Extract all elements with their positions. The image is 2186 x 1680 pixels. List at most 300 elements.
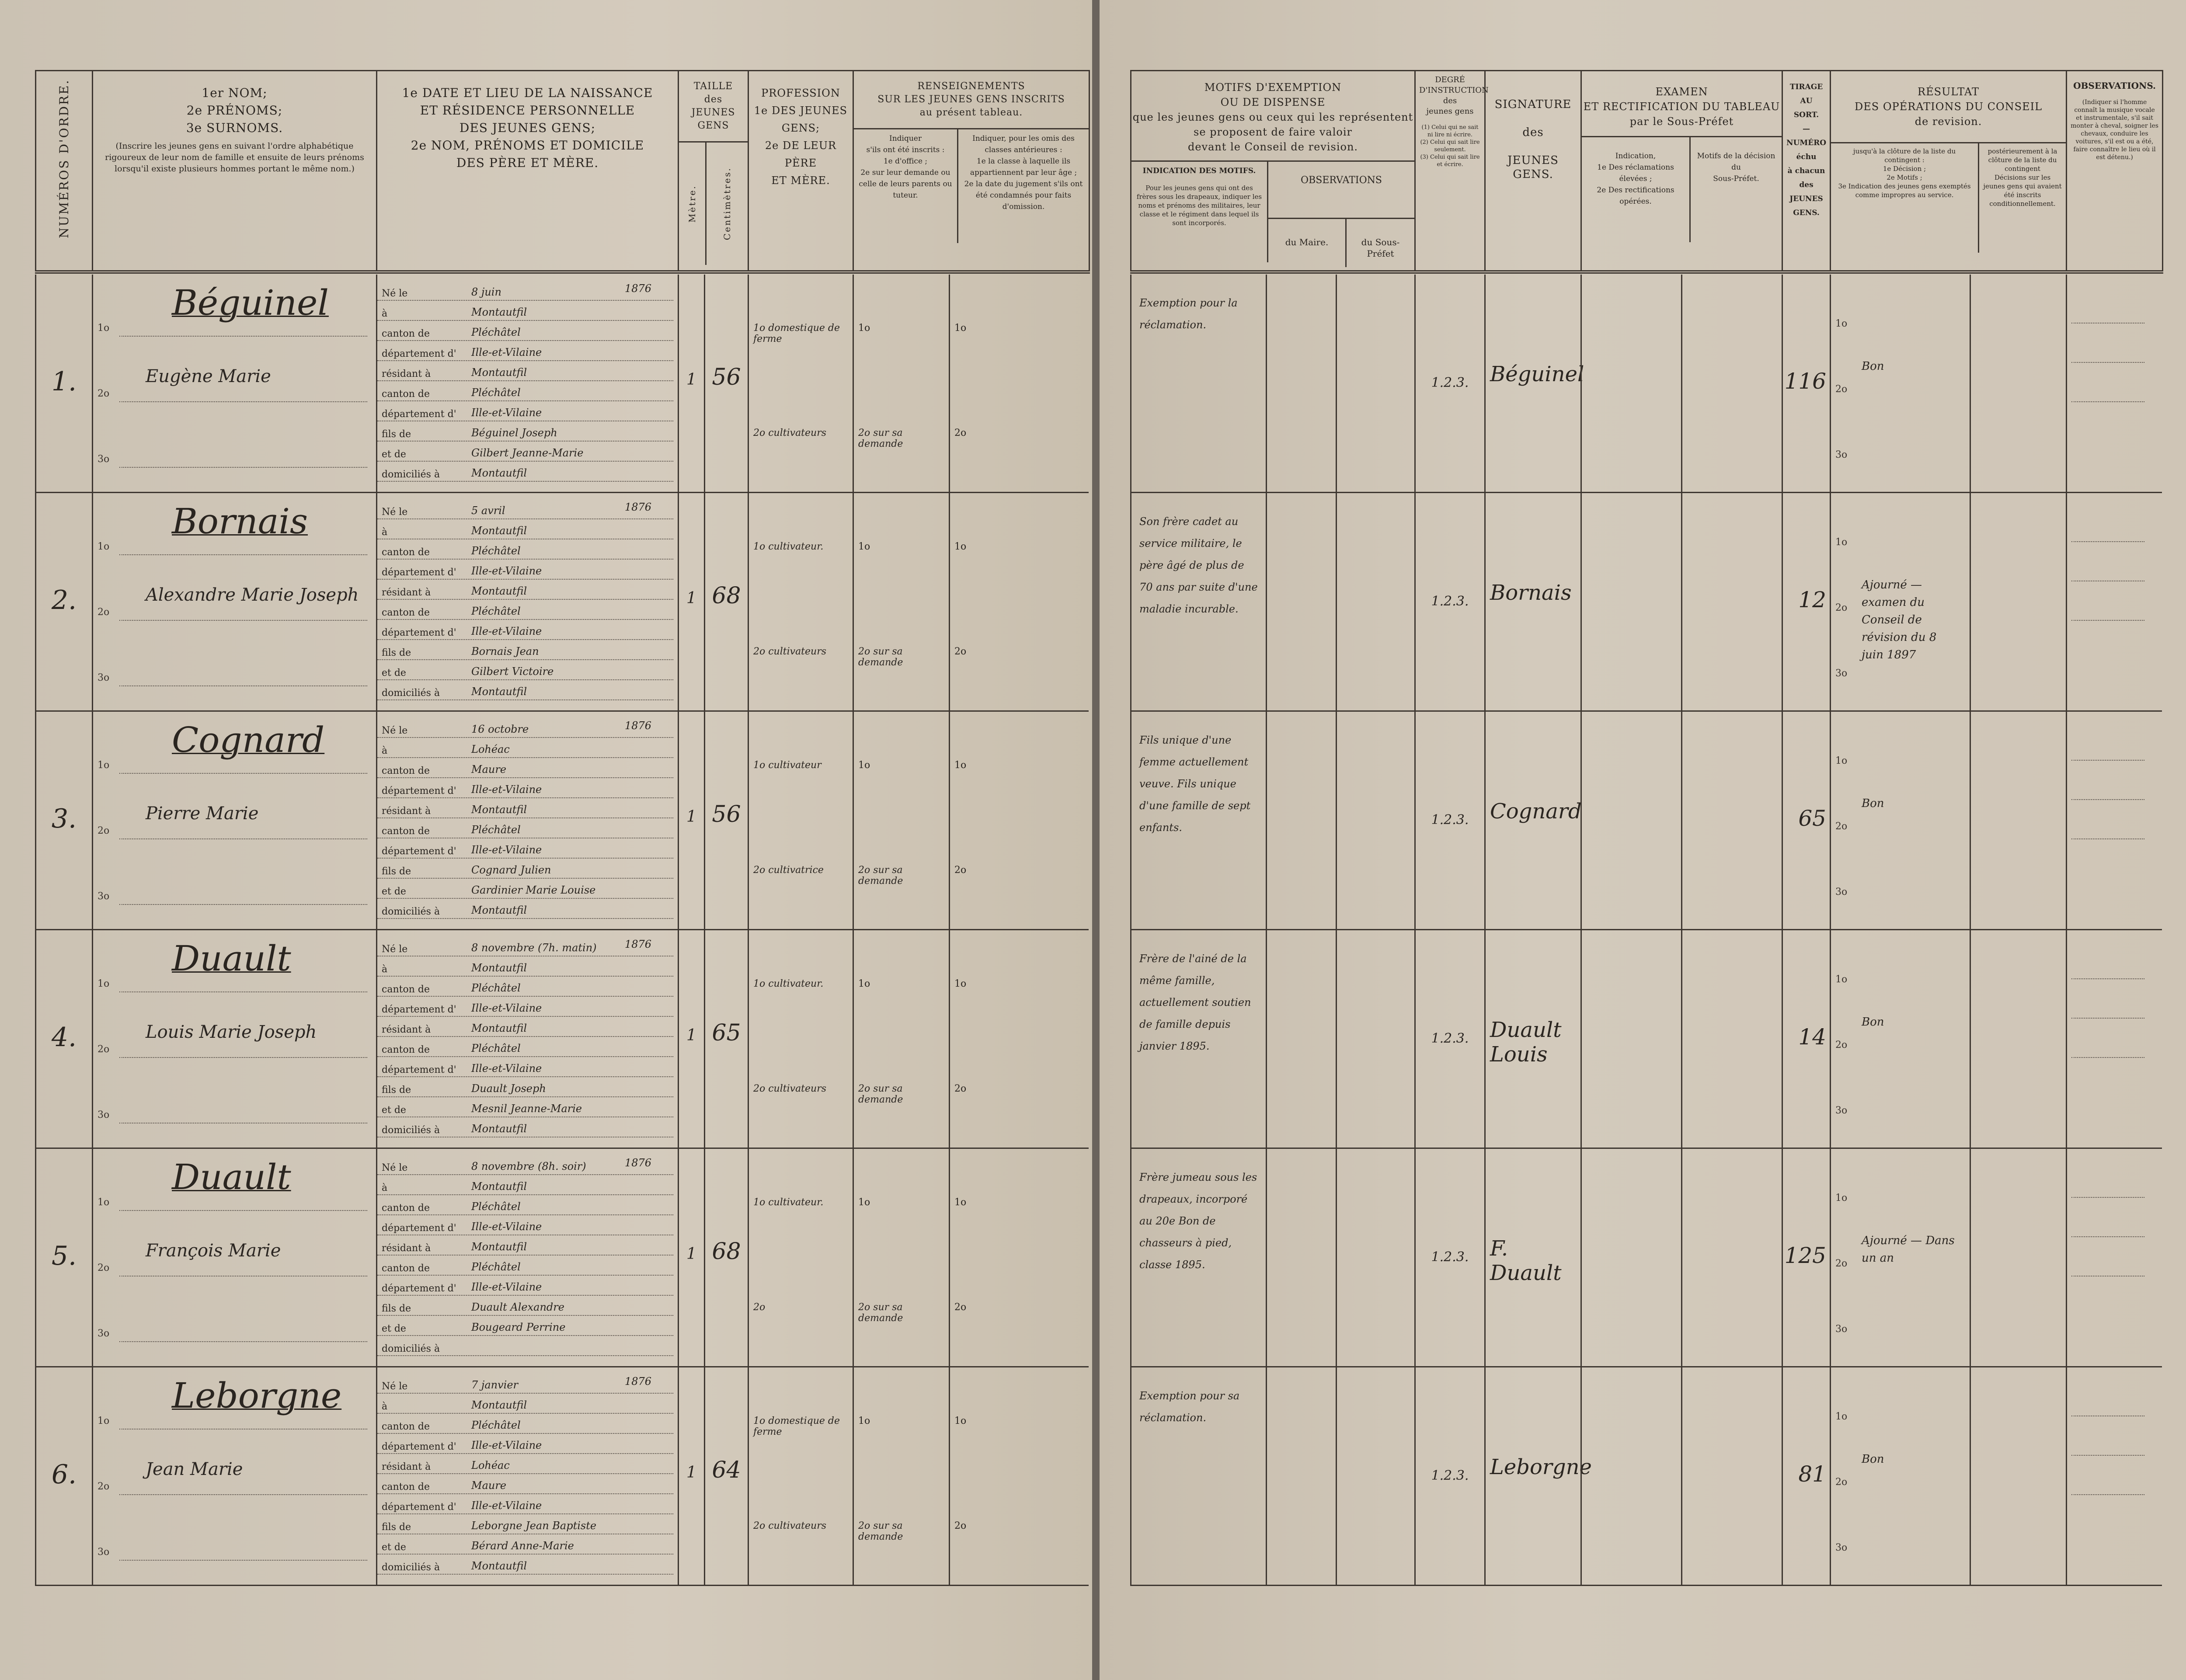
header-motifs: MOTIFS D'EXEMPTION OU DE DISPENSE que les jeunes gens ou ceux qui les représentent se proposent de faire valoir devant le Conseil de revision. INDICATION DES MOTIFS. Pour les jeunes gens qui ont des frères sous les drapeaux, indiquer les noms et prénoms des militaires, leur classe et le régiment dans lequel ils sont incorporés. OBSERVATIONS du Maire. du Sous-Préfet	[1131, 71, 1415, 272]
instruction-degree: 1.2.3.	[1431, 1031, 1469, 1046]
cell-col-3	[376, 1149, 678, 1367]
cell-col-18	[1970, 712, 2066, 930]
dotted-line	[119, 904, 367, 905]
birth-detail-line	[377, 602, 673, 620]
omis-2: 2o	[954, 646, 967, 657]
height-metre: 1	[686, 1026, 696, 1044]
cell-col-5	[704, 493, 748, 712]
row-number: 2.	[51, 585, 77, 616]
cell-col-4	[678, 1149, 704, 1367]
field-value: Ille-et-Vilaine	[471, 625, 542, 637]
cell-col-19	[2066, 930, 2162, 1149]
right-register-page	[1100, 0, 2186, 1680]
cell-col-12	[1414, 930, 1484, 1149]
birth-detail-line	[377, 541, 673, 560]
ordinal-label: 2o	[1835, 384, 1848, 395]
register-row	[35, 275, 1089, 493]
ordinal-label: 2o	[97, 825, 110, 836]
birth-detail-line	[377, 1157, 673, 1175]
cell-col-9	[1130, 493, 1266, 712]
cell-col-15	[1681, 493, 1782, 712]
field-label: résidant à	[382, 1461, 431, 1472]
observation-line	[2071, 978, 2144, 979]
birth-detail-line	[377, 1375, 673, 1394]
dotted-line	[119, 401, 367, 402]
birth-year: 1876	[624, 720, 651, 732]
field-value: Montautfil	[471, 685, 527, 698]
dotted-line	[119, 1210, 367, 1211]
cell-col-12	[1414, 493, 1484, 712]
cell-col-4	[678, 493, 704, 712]
field-value: Montautfil	[471, 1180, 527, 1193]
ordinal-label: 3o	[1835, 1542, 1848, 1553]
inscription-1: 1o	[858, 541, 870, 552]
cell-col-9	[1130, 275, 1266, 493]
birth-detail-line	[377, 403, 673, 421]
header-resultat: RÉSULTAT DES OPÉRATIONS DU CONSEIL de revision. jusqu'à la clôture de la liste du contingent : 1e Décision ; 2e Motifs ; 3e Indication des jeunes gens exemptés comme impropres au service. postérieurement à la clôture de la liste du contingent Décisions sur les jeunes gens qui avaient été inscrits conditionnellement.	[1831, 71, 2067, 272]
field-value: Duault Joseph	[471, 1082, 546, 1095]
cell-col-13	[1484, 930, 1580, 1149]
birth-detail-line	[377, 978, 673, 997]
profession-parents: 2o	[753, 1302, 766, 1313]
cell-col-13	[1484, 1367, 1592, 1586]
cell-col-15	[1681, 712, 1782, 930]
register-row	[35, 493, 1089, 712]
cell-col-9	[1130, 1367, 1266, 1586]
observation-line	[2071, 1494, 2144, 1495]
profession-self: 1o cultivateur.	[753, 978, 824, 989]
field-label: département d'	[382, 409, 456, 420]
height-cm: 65	[712, 1020, 741, 1046]
profession-self: 1o domestique de ferme	[753, 323, 840, 344]
register-row	[1130, 1149, 2162, 1367]
ordinal-label: 2o	[1835, 1040, 1848, 1050]
signature: Bornais	[1490, 581, 1572, 605]
birth-detail-line	[377, 1496, 673, 1514]
header-centimetres: Centimètres.	[722, 167, 732, 240]
birth-detail-line	[377, 1217, 673, 1235]
cell-col-10	[1266, 1149, 1336, 1367]
cell-col-5	[704, 712, 748, 930]
field-label: et de	[382, 1542, 406, 1553]
inscription-1: 1o	[858, 760, 870, 771]
birth-detail-line	[377, 800, 673, 818]
cell-col-8	[949, 493, 1089, 712]
ordinal-label: 1o	[1835, 755, 1848, 766]
ordinal-label: 2o	[97, 607, 110, 618]
birth-detail-line	[377, 463, 673, 482]
draw-number: 116	[1784, 369, 1826, 394]
cell-col-10	[1266, 275, 1336, 493]
field-label: canton de	[382, 1421, 430, 1432]
header-observations: OBSERVATIONS. (Indiquer si l'homme connaît la musique vocale et instrumentale, s'il sait monter à cheval, soigner les chevaux, conduire les voitures, s'il est ou a été, faire connaître le lieu où il est détenu.)	[2067, 71, 2163, 272]
observation-line	[2071, 620, 2144, 621]
register-row	[35, 1367, 1089, 1586]
omis-2: 2o	[954, 428, 967, 438]
cell-col-7	[853, 493, 949, 712]
header-tirage: TIRAGE AU SORT. — NUMÉRO échu à chacun des JEUNES GENS.	[1782, 71, 1831, 272]
dotted-line	[119, 1057, 367, 1058]
birth-detail-line	[377, 383, 673, 401]
birth-year: 1876	[624, 1157, 651, 1169]
cell-col-14	[1580, 275, 1681, 493]
cell-col-16	[1782, 1367, 1830, 1586]
birth-detail-line	[377, 1059, 673, 1077]
cell-col-13	[1484, 275, 1584, 493]
birth-detail-line	[377, 1237, 673, 1256]
birth-detail-line	[377, 1556, 673, 1575]
birth-detail-line	[377, 1039, 673, 1057]
cell-col-14	[1580, 1367, 1681, 1586]
field-value: Pléchâtel	[471, 1261, 521, 1273]
ordinal-label: 1o	[97, 323, 110, 334]
field-value: Montautfil	[471, 1399, 527, 1411]
dotted-line	[119, 467, 367, 468]
cell-col-10	[1266, 930, 1336, 1149]
inscription-2: 2o sur sa demande	[858, 646, 903, 668]
field-value: Montautfil	[471, 803, 527, 816]
omis-2: 2o	[954, 1520, 967, 1531]
signature: Béguinel	[1490, 362, 1584, 386]
field-label: domiciliés à	[382, 1562, 440, 1573]
field-label: Né le	[382, 1381, 408, 1392]
cell-col-16	[1782, 930, 1830, 1149]
field-label: à	[382, 745, 388, 756]
exemption-motive: Exemption pour sa réclamation.	[1139, 1390, 1240, 1424]
signature: Leborgne	[1490, 1455, 1592, 1479]
exemption-motive: Frère jumeau sous les drapeaux, incorporé au 20e Bon de chasseurs à pied, classe 1895.	[1139, 1171, 1257, 1271]
birth-detail-line	[377, 1019, 673, 1037]
cell-col-7	[853, 930, 949, 1149]
birth-detail-line	[377, 820, 673, 838]
cell-col-2	[92, 1149, 376, 1367]
field-label: département d'	[382, 1441, 456, 1452]
birth-detail-line	[377, 720, 673, 738]
page-fold	[1092, 0, 1100, 1680]
field-label: Né le	[382, 1162, 408, 1173]
cell-col-14	[1580, 493, 1681, 712]
cell-col-2	[92, 275, 376, 493]
omis-1: 1o	[954, 1416, 967, 1426]
cell-col-19	[2066, 712, 2162, 930]
field-label: résidant à	[382, 1243, 431, 1254]
register-row	[1130, 493, 2162, 712]
header-signature: SIGNATURE des JEUNES GENS.	[1485, 71, 1581, 272]
field-label: à	[382, 308, 388, 319]
birth-detail-line	[377, 581, 673, 600]
dotted-line	[119, 773, 367, 774]
cell-col-16	[1782, 275, 1830, 493]
cell-col-11	[1336, 493, 1414, 712]
register-row	[35, 930, 1089, 1149]
ordinal-label: 3o	[97, 454, 110, 465]
cell-col-8	[949, 275, 1089, 493]
field-label: à	[382, 1401, 388, 1412]
ordinal-label: 2o	[1835, 821, 1848, 832]
cell-col-13	[1484, 1149, 1580, 1367]
cell-col-2	[92, 712, 376, 930]
cell-col-6	[748, 930, 853, 1149]
birth-detail-line	[377, 682, 673, 700]
birth-detail-line	[377, 740, 673, 758]
draw-number: 12	[1798, 587, 1826, 612]
cell-col-8	[949, 1149, 1089, 1367]
field-label: canton de	[382, 389, 430, 400]
birth-detail-line	[377, 840, 673, 859]
ordinal-label: 2o	[97, 388, 110, 399]
field-value: Pléchâtel	[471, 605, 521, 617]
field-label: département d'	[382, 846, 456, 857]
cell-col-11	[1336, 930, 1414, 1149]
field-label: résidant à	[382, 806, 431, 817]
field-value: Ille-et-Vilaine	[471, 1439, 542, 1451]
cell-col-7	[853, 1149, 949, 1367]
birth-year: 1876	[624, 501, 651, 513]
header-degre: DEGRÉ D'INSTRUCTION des jeunes gens (1) Celui qui ne sait ni lire ni écrire. (2) Celui qui sait lire seulement. (3) Celui qui sait lire et écrire.	[1415, 71, 1485, 272]
birth-detail-line	[377, 760, 673, 778]
cell-col-14	[1580, 712, 1681, 930]
observation-line	[2071, 1236, 2144, 1237]
cell-col-9	[1130, 712, 1266, 930]
first-names: Alexandre Marie Joseph	[146, 585, 359, 605]
field-label: et de	[382, 886, 406, 897]
instruction-degree: 1.2.3.	[1431, 812, 1469, 828]
revision-result: Bon	[1862, 1016, 1884, 1029]
omis-1: 1o	[954, 323, 967, 334]
revision-result: Ajourné — examen du Conseil de révision du 8 juin 1897	[1862, 578, 1937, 661]
profession-self: 1o cultivateur.	[753, 541, 824, 552]
field-label: fils de	[382, 429, 411, 440]
field-value: Montautfil	[471, 1241, 527, 1253]
first-names: François Marie	[146, 1241, 281, 1261]
omis-1: 1o	[954, 978, 967, 989]
height-cm: 64	[712, 1457, 741, 1483]
field-value: Ille-et-Vilaine	[471, 1221, 542, 1233]
profession-parents: 2o cultivateurs	[753, 646, 827, 657]
inscription-1: 1o	[858, 323, 870, 334]
cell-col-11	[1336, 275, 1414, 493]
omis-1: 1o	[954, 541, 967, 552]
cell-col-16	[1782, 1149, 1830, 1367]
header-metre: Mètre.	[687, 184, 697, 223]
signature: Duault Louis	[1490, 1018, 1562, 1067]
field-value: Lohéac	[471, 743, 510, 755]
cell-col-2	[92, 1367, 376, 1586]
profession-self: 1o cultivateur	[753, 760, 821, 771]
ordinal-label: 1o	[97, 1197, 110, 1208]
cell-col-17	[1830, 1367, 1970, 1586]
birth-detail-line	[377, 1177, 673, 1195]
cell-col-18	[1970, 275, 2066, 493]
birth-detail-line	[377, 1297, 673, 1316]
surname: Cognard	[172, 720, 325, 760]
cell-col-5	[704, 1149, 748, 1367]
field-label: canton de	[382, 1203, 430, 1214]
cell-col-12	[1414, 1367, 1484, 1586]
cell-col-7	[853, 275, 949, 493]
cell-col-10	[1266, 493, 1336, 712]
exemption-motive: Fils unique d'une femme actuellement veuve. Fils unique d'une famille de sept enfants.	[1139, 734, 1251, 834]
field-label: canton de	[382, 984, 430, 995]
height-metre: 1	[686, 371, 696, 389]
cell-col-17	[1830, 1149, 1970, 1367]
dotted-line	[119, 1494, 367, 1495]
first-names: Eugène Marie	[146, 366, 271, 386]
cell-col-18	[1970, 1149, 2066, 1367]
ordinal-label: 2o	[1835, 602, 1848, 613]
cell-col-3	[376, 1367, 678, 1586]
ordinal-label: 3o	[97, 1110, 110, 1120]
cell-col-15	[1681, 1149, 1782, 1367]
field-value: Pléchâtel	[471, 824, 521, 836]
register-row	[35, 1149, 1089, 1367]
field-label: Né le	[382, 725, 408, 736]
cell-col-3	[376, 493, 678, 712]
birth-detail-line	[377, 1079, 673, 1097]
surname: Duault	[172, 1157, 291, 1197]
cell-col-3	[376, 930, 678, 1149]
birth-detail-line	[377, 622, 673, 640]
field-value: Montautfil	[471, 467, 527, 479]
birth-detail-line	[377, 1476, 673, 1494]
field-label: fils de	[382, 1303, 411, 1314]
birth-detail-line	[377, 323, 673, 341]
ordinal-label: 3o	[1835, 887, 1848, 897]
field-value: Bougeard Perrine	[471, 1321, 566, 1333]
ordinal-label: 2o	[1835, 1477, 1848, 1488]
cell-col-12	[1414, 1149, 1484, 1367]
inscription-2: 2o sur sa demande	[858, 1083, 903, 1105]
cell-col-13	[1484, 712, 1580, 930]
cell-col-14	[1580, 1149, 1681, 1367]
ordinal-label: 3o	[97, 1547, 110, 1558]
first-names: Jean Marie	[146, 1459, 243, 1479]
ordinal-label: 1o	[97, 978, 110, 989]
cell-col-2	[92, 493, 376, 712]
field-label: et de	[382, 449, 406, 460]
field-value: Ille-et-Vilaine	[471, 565, 542, 577]
register-row	[1130, 1367, 2162, 1586]
birth-detail-line	[377, 1456, 673, 1474]
cell-col-1	[35, 1149, 92, 1367]
ordinal-label: 1o	[1835, 318, 1848, 329]
cell-col-1	[35, 712, 92, 930]
field-label: résidant à	[382, 1024, 431, 1035]
field-label: canton de	[382, 328, 430, 339]
dotted-line	[119, 336, 367, 337]
birth-detail-line	[377, 1416, 673, 1434]
cell-col-18	[1970, 930, 2066, 1149]
revision-result: Bon	[1862, 1453, 1884, 1466]
ordinal-label: 1o	[1835, 1411, 1848, 1422]
birth-detail-line	[377, 521, 673, 539]
header-taille: TAILLE des JEUNES GENS Mètre. Centimètres.	[679, 71, 748, 272]
cell-col-1	[35, 275, 92, 493]
cell-col-2	[92, 930, 376, 1149]
cell-col-19	[2066, 493, 2162, 712]
left-register-page	[0, 0, 1092, 1680]
field-value: Gardinier Marie Louise	[471, 884, 596, 896]
field-label: canton de	[382, 1044, 430, 1055]
field-value: Ille-et-Vilaine	[471, 1499, 542, 1512]
field-value: Montautfil	[471, 366, 527, 379]
birth-detail-line	[377, 443, 673, 462]
field-label: fils de	[382, 1522, 411, 1533]
cell-col-17	[1830, 712, 1970, 930]
cell-col-14	[1580, 930, 1681, 1149]
instruction-degree: 1.2.3.	[1431, 594, 1469, 609]
height-metre: 1	[686, 808, 696, 826]
instruction-degree: 1.2.3.	[1431, 375, 1469, 390]
inscription-1: 1o	[858, 1416, 870, 1426]
observation-line	[2071, 838, 2144, 839]
birth-detail-line	[377, 1338, 673, 1356]
field-value: Mesnil Jeanne-Marie	[471, 1103, 582, 1115]
ordinal-label: 2o	[97, 1263, 110, 1273]
inscription-2: 2o sur sa demande	[858, 865, 903, 887]
inscription-1: 1o	[858, 978, 870, 989]
dotted-line	[119, 838, 367, 839]
field-value: Cognard Julien	[471, 864, 551, 876]
cell-col-10	[1266, 712, 1336, 930]
birth-detail-line	[377, 1436, 673, 1454]
field-value: 16 octobre	[471, 723, 529, 735]
cell-col-17	[1830, 275, 1970, 493]
birth-detail-line	[377, 642, 673, 660]
revision-result: Bon	[1862, 797, 1884, 810]
field-value: Béguinel Joseph	[471, 427, 557, 439]
field-label: canton de	[382, 1263, 430, 1274]
field-value: Ille-et-Vilaine	[471, 1281, 542, 1293]
observation-line	[2071, 1018, 2144, 1019]
birth-detail-line	[377, 938, 673, 957]
birth-year: 1876	[624, 282, 651, 295]
birth-detail-line	[377, 1536, 673, 1555]
cell-col-6	[748, 275, 853, 493]
observation-line	[2071, 401, 2144, 402]
cell-col-8	[949, 1367, 1089, 1586]
ordinal-label: 2o	[97, 1481, 110, 1492]
field-label: canton de	[382, 1482, 430, 1492]
inscription-2: 2o sur sa demande	[858, 1520, 903, 1542]
cell-col-17	[1830, 930, 1970, 1149]
header-renseignements: RENSEIGNEMENTS SUR LES JEUNES GENS INSCRITS au présent tableau. Indiquer s'ils ont été inscrits : 1e d'office ; 2e sur leur demande ou celle de leurs parents ou tuteur. Indiquer, pour les omis des classes antérieures : 1e la classe à laquelle ils appartiennent par leur âge ; 2e la date du jugement s'ils ont été condamnés pour faits d'omission.	[853, 71, 1090, 272]
omis-1: 1o	[954, 1197, 967, 1208]
cell-col-6	[748, 712, 853, 930]
field-label: fils de	[382, 1085, 411, 1096]
birth-detail-line	[377, 363, 673, 381]
ordinal-label: 3o	[97, 1328, 110, 1339]
field-label: et de	[382, 1323, 406, 1334]
header-nom: 1er NOM; 2e PRÉNOMS; 3e SURNOMS. (Inscrire les jeunes gens en suivant l'ordre alphabétique rigoureux de leur nom de famille et ensuite de leurs prénoms lorsqu'il existe plusieurs hommes portant le même nom.)	[93, 71, 377, 272]
field-value: Leborgne Jean Baptiste	[471, 1520, 597, 1532]
cell-col-5	[704, 275, 748, 493]
profession-parents: 2o cultivateurs	[753, 428, 827, 438]
field-value: 8 novembre (7h. matin)	[471, 942, 597, 954]
field-label: domiciliés à	[382, 1125, 440, 1136]
surname: Béguinel	[172, 282, 329, 323]
first-names: Pierre Marie	[146, 803, 259, 824]
header-profession: PROFESSION 1e DES JEUNES GENS; 2e DE LEUR PÈRE ET MÈRE.	[748, 71, 853, 272]
row-number: 6.	[51, 1459, 77, 1490]
signature: Cognard	[1490, 799, 1582, 824]
first-names: Louis Marie Joseph	[146, 1022, 317, 1042]
register-table-left	[35, 70, 1090, 274]
height-metre: 1	[686, 589, 696, 607]
dotted-line	[119, 1560, 367, 1561]
cell-col-7	[853, 712, 949, 930]
ordinal-label: 3o	[1835, 449, 1848, 460]
